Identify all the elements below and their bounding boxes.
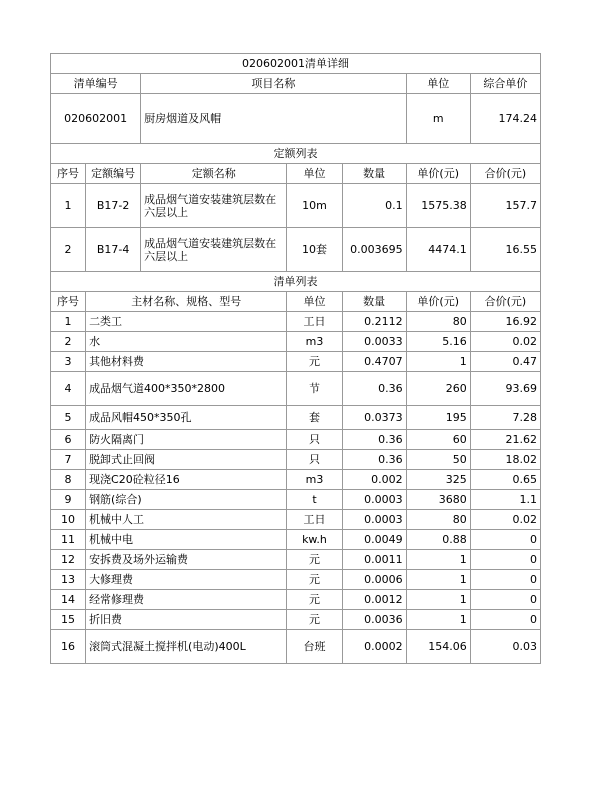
list-total: 16.92 [470, 312, 540, 332]
list-no: 3 [51, 352, 86, 372]
list-unit: 元 [287, 550, 342, 570]
quota-header-qty: 数量 [342, 164, 406, 184]
list-row [51, 550, 541, 570]
list-total: 0.02 [470, 510, 540, 530]
list-unit: 元 [287, 590, 342, 610]
list-total: 21.62 [470, 430, 540, 450]
code-header: 清单编号 [51, 74, 141, 94]
title-row [51, 54, 541, 74]
bill-detail-table [50, 53, 541, 664]
list-qty: 0.0049 [342, 530, 406, 550]
quota-header-name: 定额名称 [141, 164, 287, 184]
item-name: 厨房烟道及风帽 [141, 94, 407, 144]
quota-total: 157.7 [470, 184, 540, 228]
list-header-qty: 数量 [342, 292, 406, 312]
list-total: 0 [470, 590, 540, 610]
list-row [51, 590, 541, 610]
quota-name: 成品烟气道安装建筑层数在六层以上 [141, 228, 287, 272]
list-row [51, 372, 541, 406]
list-name: 其他材料费 [86, 352, 287, 372]
quota-no: 2 [51, 228, 86, 272]
item-code: 020602001 [51, 94, 141, 144]
list-section-row [51, 272, 541, 292]
list-name: 安拆费及场外运输费 [86, 550, 287, 570]
list-qty: 0.002 [342, 470, 406, 490]
list-row [51, 530, 541, 550]
list-name: 机械中电 [86, 530, 287, 550]
list-name: 机械中人工 [86, 510, 287, 530]
list-no: 14 [51, 590, 86, 610]
item-price: 174.24 [470, 94, 540, 144]
quota-header-row [51, 164, 541, 184]
list-row [51, 406, 541, 430]
list-no: 9 [51, 490, 86, 510]
list-name: 脱卸式止回阀 [86, 450, 287, 470]
name-header: 项目名称 [141, 74, 407, 94]
list-price: 1 [406, 352, 470, 372]
list-total: 93.69 [470, 372, 540, 406]
list-row [51, 430, 541, 450]
list-no: 2 [51, 332, 86, 352]
list-unit: m3 [287, 332, 342, 352]
list-row [51, 332, 541, 352]
list-no: 5 [51, 406, 86, 430]
list-unit: 工日 [287, 312, 342, 332]
list-no: 16 [51, 630, 86, 664]
list-qty: 0.36 [342, 450, 406, 470]
list-row [51, 470, 541, 490]
list-no: 1 [51, 312, 86, 332]
list-total: 0 [470, 530, 540, 550]
list-header-name: 主材名称、规格、型号 [86, 292, 287, 312]
quota-code: B17-4 [86, 228, 141, 272]
list-qty: 0.0373 [342, 406, 406, 430]
item-unit: m [406, 94, 470, 144]
list-price: 154.06 [406, 630, 470, 664]
list-no: 11 [51, 530, 86, 550]
list-name: 钢筋(综合) [86, 490, 287, 510]
list-row [51, 630, 541, 664]
list-qty: 0.0033 [342, 332, 406, 352]
list-qty: 0.0012 [342, 590, 406, 610]
list-header-no: 序号 [51, 292, 86, 312]
quota-section-title: 定额列表 [51, 144, 541, 164]
list-unit: kw.h [287, 530, 342, 550]
list-price: 325 [406, 470, 470, 490]
list-row [51, 352, 541, 372]
quota-qty: 0.003695 [342, 228, 406, 272]
list-name: 防火隔离门 [86, 430, 287, 450]
list-no: 6 [51, 430, 86, 450]
list-qty: 0.2112 [342, 312, 406, 332]
list-unit: 工日 [287, 510, 342, 530]
quota-row [51, 184, 541, 228]
quota-code: B17-2 [86, 184, 141, 228]
list-unit: 元 [287, 570, 342, 590]
list-price: 60 [406, 430, 470, 450]
quota-header-total: 合价(元) [470, 164, 540, 184]
list-unit: 只 [287, 450, 342, 470]
list-qty: 0.36 [342, 430, 406, 450]
list-name: 成品风帽450*350孔 [86, 406, 287, 430]
list-total: 0.47 [470, 352, 540, 372]
list-unit: 元 [287, 610, 342, 630]
list-row [51, 490, 541, 510]
list-qty: 0.4707 [342, 352, 406, 372]
list-header-row [51, 292, 541, 312]
quota-no: 1 [51, 184, 86, 228]
sheet-title: 020602001清单详细 [51, 54, 541, 74]
list-name: 折旧费 [86, 610, 287, 630]
quota-header-no: 序号 [51, 164, 86, 184]
list-unit: m3 [287, 470, 342, 490]
list-price: 1 [406, 610, 470, 630]
list-qty: 0.0002 [342, 630, 406, 664]
quota-unit: 10m [287, 184, 342, 228]
list-price: 50 [406, 450, 470, 470]
list-unit: 只 [287, 430, 342, 450]
unit-header: 单位 [406, 74, 470, 94]
list-qty: 0.0003 [342, 510, 406, 530]
quota-unit: 10套 [287, 228, 342, 272]
list-header-total: 合价(元) [470, 292, 540, 312]
list-price: 1 [406, 570, 470, 590]
list-price: 195 [406, 406, 470, 430]
list-total: 1.1 [470, 490, 540, 510]
list-total: 0.65 [470, 470, 540, 490]
quota-qty: 0.1 [342, 184, 406, 228]
list-row [51, 510, 541, 530]
list-name: 经常修理费 [86, 590, 287, 610]
list-name: 成品烟气道400*350*2800 [86, 372, 287, 406]
list-row [51, 610, 541, 630]
list-total: 0 [470, 550, 540, 570]
list-header-price: 单价(元) [406, 292, 470, 312]
list-name: 水 [86, 332, 287, 352]
list-section-title: 清单列表 [51, 272, 541, 292]
list-no: 12 [51, 550, 86, 570]
list-name: 二类工 [86, 312, 287, 332]
item-row [51, 94, 541, 144]
item-header-row [51, 74, 541, 94]
list-total: 0.03 [470, 630, 540, 664]
list-qty: 0.0003 [342, 490, 406, 510]
list-total: 18.02 [470, 450, 540, 470]
list-unit: 台班 [287, 630, 342, 664]
list-name: 现浇C20砼粒径16 [86, 470, 287, 490]
list-total: 0 [470, 610, 540, 630]
list-qty: 0.0006 [342, 570, 406, 590]
quota-name: 成品烟气道安装建筑层数在六层以上 [141, 184, 287, 228]
list-header-unit: 单位 [287, 292, 342, 312]
list-unit: 套 [287, 406, 342, 430]
list-qty: 0.36 [342, 372, 406, 406]
list-qty: 0.0011 [342, 550, 406, 570]
list-no: 13 [51, 570, 86, 590]
list-total: 0 [470, 570, 540, 590]
list-price: 5.16 [406, 332, 470, 352]
list-row [51, 312, 541, 332]
list-unit: t [287, 490, 342, 510]
quota-header-code: 定额编号 [86, 164, 141, 184]
list-qty: 0.0036 [342, 610, 406, 630]
list-no: 4 [51, 372, 86, 406]
quota-header-price: 单价(元) [406, 164, 470, 184]
quota-price: 1575.38 [406, 184, 470, 228]
list-total: 7.28 [470, 406, 540, 430]
list-unit: 元 [287, 352, 342, 372]
list-price: 3680 [406, 490, 470, 510]
list-no: 15 [51, 610, 86, 630]
list-name: 大修理费 [86, 570, 287, 590]
quota-header-unit: 单位 [287, 164, 342, 184]
list-row [51, 450, 541, 470]
list-no: 10 [51, 510, 86, 530]
price-header: 综合单价 [470, 74, 540, 94]
list-unit: 节 [287, 372, 342, 406]
list-price: 1 [406, 590, 470, 610]
list-price: 260 [406, 372, 470, 406]
quota-total: 16.55 [470, 228, 540, 272]
list-no: 8 [51, 470, 86, 490]
quota-price: 4474.1 [406, 228, 470, 272]
list-price: 80 [406, 510, 470, 530]
list-price: 1 [406, 550, 470, 570]
quota-row [51, 228, 541, 272]
list-row [51, 570, 541, 590]
list-total: 0.02 [470, 332, 540, 352]
list-price: 80 [406, 312, 470, 332]
list-no: 7 [51, 450, 86, 470]
list-name: 滚筒式混凝土搅拌机(电动)400L [86, 630, 287, 664]
list-price: 0.88 [406, 530, 470, 550]
quota-section-row [51, 144, 541, 164]
